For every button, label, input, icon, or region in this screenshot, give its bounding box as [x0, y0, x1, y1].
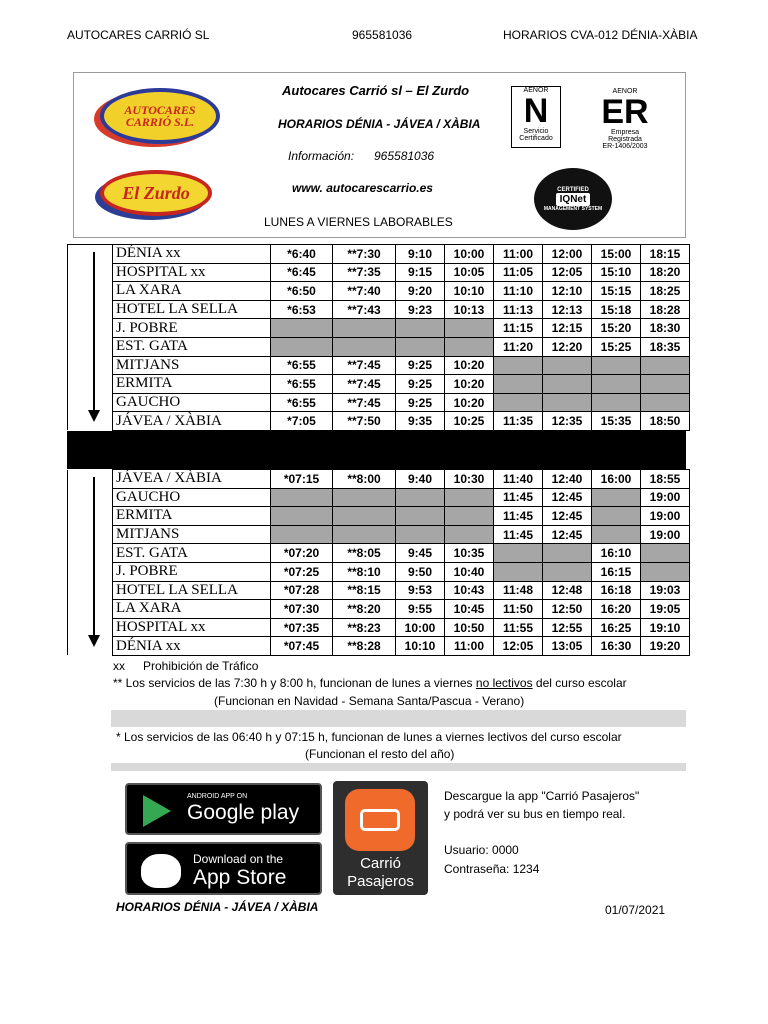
arrow-cell [68, 562, 113, 581]
departure-time: 15:35 [592, 412, 641, 431]
cert-iqnet-caption: MANAGEMENT SYSTEM [543, 205, 603, 212]
departure-time: *07:25 [271, 562, 333, 581]
departure-time: 11:45 [494, 525, 543, 544]
header-box [73, 72, 686, 238]
departure-time: 9:23 [396, 300, 445, 319]
stop-name: ERMITA [113, 507, 271, 526]
route-title: HORARIOS DÉNIA - JÁVEA / XÀBIA [278, 117, 481, 131]
no-service-cell [641, 544, 690, 563]
departure-time: 11:10 [494, 282, 543, 301]
no-service-cell [592, 525, 641, 544]
departure-time: 16:30 [592, 637, 641, 656]
down-arrow-icon [88, 410, 100, 422]
departure-time: 12:45 [543, 488, 592, 507]
departure-time: 16:15 [592, 562, 641, 581]
app-password: Contraseña: 1234 [444, 862, 540, 876]
arrow-cell [68, 525, 113, 544]
info-label: Información: [288, 149, 355, 163]
app-store-small-label: Download on the [193, 852, 284, 866]
stop-name: MITJANS [113, 525, 271, 544]
departure-time: 9:25 [396, 356, 445, 375]
departure-time: 11:35 [494, 412, 543, 431]
note-double-star-suffix: del curso escolar [532, 676, 627, 690]
stop-name: JÁVEA / XÀBIA [113, 412, 271, 431]
timetable-row [68, 637, 690, 656]
departure-time: 10:13 [445, 300, 494, 319]
no-service-cell [641, 562, 690, 581]
departure-time: 11:48 [494, 581, 543, 600]
departure-time: **7:40 [333, 282, 396, 301]
cert-er-code: ER-1406/2003 [602, 143, 648, 150]
timetable-row [68, 600, 690, 619]
no-service-cell [396, 507, 445, 526]
arrow-cell [68, 581, 113, 600]
header-phone: 965581036 [352, 28, 413, 42]
timetable-row [68, 562, 690, 581]
stop-name: DÉNIA xx [113, 245, 271, 264]
stop-name: GAUCHO [113, 393, 271, 412]
timetable-row [68, 245, 690, 264]
departure-time: 12:15 [543, 319, 592, 338]
departure-time: 10:00 [396, 618, 445, 637]
arrow-cell [68, 245, 113, 264]
footer-title: HORARIOS DÉNIA - JÁVEA / XÀBIA [116, 900, 319, 914]
departure-time: 10:20 [445, 393, 494, 412]
departure-time: 11:45 [494, 488, 543, 507]
legend-xx-symbol: xx [113, 659, 125, 673]
departure-time: *07:28 [271, 581, 333, 600]
note-double-star [113, 676, 627, 690]
no-service-cell [396, 525, 445, 544]
departure-time: 12:10 [543, 282, 592, 301]
stop-name: HOTEL LA SELLA [113, 300, 271, 319]
departure-time: 12:05 [494, 637, 543, 656]
departure-time: **7:43 [333, 300, 396, 319]
departure-time: *6:50 [271, 282, 333, 301]
no-service-cell [592, 375, 641, 394]
no-service-cell [494, 356, 543, 375]
stop-name: HOTEL LA SELLA [113, 581, 271, 600]
departure-time: **8:15 [333, 581, 396, 600]
no-service-cell [271, 337, 333, 356]
timetable-row [68, 581, 690, 600]
departure-time: 11:45 [494, 507, 543, 526]
gray-separator [111, 710, 686, 727]
iqnet-certificate-icon [534, 168, 612, 230]
cert-er-mark: ER [601, 93, 649, 131]
app-store-label: App Store [193, 866, 287, 889]
google-play-button[interactable] [125, 783, 322, 835]
departure-time: 9:20 [396, 282, 445, 301]
departure-time: 19:00 [641, 507, 690, 526]
google-play-label: Google play [187, 801, 300, 824]
app-description-1: Descargue la app "Carrió Pasajeros" [444, 789, 640, 803]
cert-iqnet-mark: IQNet [556, 193, 591, 206]
no-service-cell [494, 562, 543, 581]
app-store-button[interactable] [125, 842, 322, 895]
no-service-cell [494, 393, 543, 412]
departure-time: **7:35 [333, 263, 396, 282]
arrow-cell [68, 470, 113, 489]
no-service-cell [333, 488, 396, 507]
departure-time: 13:05 [543, 637, 592, 656]
down-arrow-icon [88, 635, 100, 647]
departure-time: 12:45 [543, 507, 592, 526]
bus-icon [345, 789, 415, 851]
note-single-star-sub: (Funcionan el resto del año) [305, 747, 455, 761]
no-service-cell [641, 393, 690, 412]
departure-time: 12:05 [543, 263, 592, 282]
timetable-row [68, 282, 690, 301]
departure-time: *6:55 [271, 393, 333, 412]
header-title: HORARIOS CVA-012 DÉNIA-XÀBIA [503, 28, 698, 42]
no-service-cell [396, 337, 445, 356]
section-divider [67, 431, 686, 469]
no-service-cell [271, 319, 333, 338]
departure-time: 19:03 [641, 581, 690, 600]
departure-time: 10:10 [445, 282, 494, 301]
departure-time: 16:20 [592, 600, 641, 619]
aenor-n-certificate-icon [511, 86, 561, 148]
stop-name: JÁVEA / XÀBIA [113, 470, 271, 489]
no-service-cell [445, 507, 494, 526]
departure-time: 9:40 [396, 470, 445, 489]
arrow-cell [68, 300, 113, 319]
arrow-cell [68, 319, 113, 338]
arrow-cell [68, 356, 113, 375]
departure-time: *07:30 [271, 600, 333, 619]
no-service-cell [333, 525, 396, 544]
no-service-cell [271, 488, 333, 507]
departure-time: 16:25 [592, 618, 641, 637]
departure-time: 12:45 [543, 525, 592, 544]
departure-time: 15:25 [592, 337, 641, 356]
timetable-row [68, 618, 690, 637]
departure-time: 9:55 [396, 600, 445, 619]
no-service-cell [271, 507, 333, 526]
timetable-row [68, 393, 690, 412]
departure-time: 10:30 [445, 470, 494, 489]
no-service-cell [641, 375, 690, 394]
departure-time: 18:55 [641, 470, 690, 489]
app-icon-label-1: Carrió [360, 855, 401, 872]
departure-time: 11:40 [494, 470, 543, 489]
no-service-cell [445, 488, 494, 507]
departure-time: 10:45 [445, 600, 494, 619]
cert-n-top: AENOR [523, 87, 549, 94]
stop-name: DÉNIA xx [113, 637, 271, 656]
no-service-cell [543, 393, 592, 412]
departure-time: *6:53 [271, 300, 333, 319]
departure-time: **8:05 [333, 544, 396, 563]
timetable-row [68, 470, 690, 489]
timetable-row [68, 525, 690, 544]
cert-iqnet-top: CERTIFIED [557, 186, 589, 193]
cert-er-top: AENOR [612, 88, 638, 95]
departure-time: 9:45 [396, 544, 445, 563]
departure-time: 9:35 [396, 412, 445, 431]
departure-time: 15:20 [592, 319, 641, 338]
no-service-cell [543, 356, 592, 375]
departure-time: *7:05 [271, 412, 333, 431]
departure-time: *6:45 [271, 263, 333, 282]
departure-time: **8:10 [333, 562, 396, 581]
outbound-timetable [67, 244, 690, 431]
outbound-direction-line [93, 252, 95, 410]
departure-time: 9:50 [396, 562, 445, 581]
no-service-cell [445, 319, 494, 338]
departure-time: 10:20 [445, 356, 494, 375]
departure-time: 19:20 [641, 637, 690, 656]
departure-time: *07:20 [271, 544, 333, 563]
departure-time: 10:35 [445, 544, 494, 563]
arrow-cell [68, 600, 113, 619]
departure-time: 19:05 [641, 600, 690, 619]
departure-time: **7:50 [333, 412, 396, 431]
stop-name: LA XARA [113, 600, 271, 619]
departure-time: 12:13 [543, 300, 592, 319]
note-single-star: * Los servicios de las 06:40 h y 07:15 h, funcionan de lunes a viernes lectivos del curso escolar [116, 730, 622, 744]
departure-time: 15:00 [592, 245, 641, 264]
departure-time: **8:28 [333, 637, 396, 656]
timetable-row [68, 319, 690, 338]
timetable-row [68, 356, 690, 375]
departure-time: 16:18 [592, 581, 641, 600]
departure-time: *07:15 [271, 470, 333, 489]
departure-time: **8:20 [333, 600, 396, 619]
departure-time: 12:50 [543, 600, 592, 619]
no-service-cell [445, 525, 494, 544]
cert-n-mark: N [523, 92, 549, 130]
stop-name: HOSPITAL xx [113, 263, 271, 282]
departure-time: **7:45 [333, 393, 396, 412]
el-zurdo-logo-text: El Zurdo [122, 182, 190, 203]
departure-time: 11:55 [494, 618, 543, 637]
no-service-cell [592, 393, 641, 412]
departure-time: 11:15 [494, 319, 543, 338]
departure-time: *6:55 [271, 356, 333, 375]
departure-time: 9:25 [396, 375, 445, 394]
departure-time: **7:45 [333, 356, 396, 375]
no-service-cell [333, 507, 396, 526]
arrow-cell [68, 544, 113, 563]
timetable-row [68, 337, 690, 356]
stop-name: HOSPITAL xx [113, 618, 271, 637]
departure-time: 12:55 [543, 618, 592, 637]
departure-time: 12:35 [543, 412, 592, 431]
app-icon-label-2: Pasajeros [347, 873, 414, 890]
no-service-cell [543, 562, 592, 581]
no-service-cell [494, 544, 543, 563]
stop-name: GAUCHO [113, 488, 271, 507]
departure-time: 10:40 [445, 562, 494, 581]
company-name: Autocares Carrió sl – El Zurdo [282, 83, 470, 98]
departure-time: 11:05 [494, 263, 543, 282]
no-service-cell [271, 525, 333, 544]
app-username: Usuario: 0000 [444, 843, 519, 857]
note-double-star-underlined: no lectivos [475, 676, 533, 690]
stop-name: MITJANS [113, 356, 271, 375]
gray-separator [111, 763, 686, 771]
departure-time: *6:55 [271, 375, 333, 394]
stop-name: EST. GATA [113, 337, 271, 356]
departure-time: 10:00 [445, 245, 494, 264]
departure-time: 12:48 [543, 581, 592, 600]
header-company: AUTOCARES CARRIÓ SL [67, 28, 210, 42]
timetable-row [68, 507, 690, 526]
arrow-cell [68, 507, 113, 526]
website-link[interactable]: www. autocarescarrio.es [292, 181, 433, 195]
departure-time: 16:10 [592, 544, 641, 563]
apple-icon [141, 854, 181, 888]
arrow-cell [68, 375, 113, 394]
departure-time: *6:40 [271, 245, 333, 264]
google-play-icon [143, 795, 171, 827]
departure-time: 15:18 [592, 300, 641, 319]
carrio-pasajeros-app-icon[interactable] [333, 781, 428, 895]
footer-date: 01/07/2021 [605, 903, 666, 917]
departure-time: 12:40 [543, 470, 592, 489]
aenor-er-certificate-icon [601, 88, 649, 150]
el-zurdo-logo [100, 170, 212, 216]
departure-time: 11:13 [494, 300, 543, 319]
departure-time: 12:00 [543, 245, 592, 264]
return-direction-line [93, 477, 95, 635]
timetable-row [68, 544, 690, 563]
legend-xx-text: Prohibición de Tráfico [143, 659, 259, 673]
departure-time: 16:00 [592, 470, 641, 489]
timetable-row [68, 300, 690, 319]
stop-name: J. POBRE [113, 319, 271, 338]
departure-time: 18:28 [641, 300, 690, 319]
departure-time: 18:25 [641, 282, 690, 301]
note-double-star-prefix: ** Los servicios de las 7:30 h y 8:00 h, funcionan de lunes a viernes [113, 676, 476, 690]
stop-name: EST. GATA [113, 544, 271, 563]
cert-n-caption: Servicio Certificado [519, 128, 553, 142]
departure-time: 9:10 [396, 245, 445, 264]
no-service-cell [494, 375, 543, 394]
departure-time: 19:10 [641, 618, 690, 637]
stop-name: LA XARA [113, 282, 271, 301]
departure-time: 18:50 [641, 412, 690, 431]
no-service-cell [333, 337, 396, 356]
no-service-cell [445, 337, 494, 356]
departure-time: 10:50 [445, 618, 494, 637]
departure-time: *07:45 [271, 637, 333, 656]
arrow-cell [68, 337, 113, 356]
arrow-cell [68, 488, 113, 507]
departure-time: 10:43 [445, 581, 494, 600]
departure-time: 15:10 [592, 263, 641, 282]
departure-time: 11:00 [494, 245, 543, 264]
return-timetable [67, 469, 690, 656]
no-service-cell [641, 356, 690, 375]
departure-time: 9:15 [396, 263, 445, 282]
timetable-row [68, 488, 690, 507]
timetable-row [68, 263, 690, 282]
no-service-cell [396, 488, 445, 507]
no-service-cell [333, 319, 396, 338]
timetable-row [68, 375, 690, 394]
no-service-cell [592, 356, 641, 375]
departure-time: 11:00 [445, 637, 494, 656]
departure-time: **8:23 [333, 618, 396, 637]
departure-time: 15:15 [592, 282, 641, 301]
app-description-2: y podrá ver su bus en tiempo real. [444, 807, 626, 821]
service-days: LUNES A VIERNES LABORABLES [264, 215, 453, 229]
cert-er-caption: Empresa Registrada [608, 129, 642, 143]
departure-time: 9:25 [396, 393, 445, 412]
departure-time: 11:50 [494, 600, 543, 619]
departure-time: 10:05 [445, 263, 494, 282]
departure-time: 10:25 [445, 412, 494, 431]
departure-time: 19:00 [641, 488, 690, 507]
stop-name: J. POBRE [113, 562, 271, 581]
info-phone: 965581036 [374, 149, 435, 163]
departure-time: *07:35 [271, 618, 333, 637]
departure-time: **7:45 [333, 375, 396, 394]
departure-time: **7:30 [333, 245, 396, 264]
departure-time: 10:10 [396, 637, 445, 656]
departure-time: 18:30 [641, 319, 690, 338]
no-service-cell [543, 375, 592, 394]
no-service-cell [592, 488, 641, 507]
departure-time: 12:20 [543, 337, 592, 356]
departure-time: 18:35 [641, 337, 690, 356]
no-service-cell [543, 544, 592, 563]
departure-time: 19:00 [641, 525, 690, 544]
departure-time: 18:15 [641, 245, 690, 264]
departure-time: 9:53 [396, 581, 445, 600]
stop-name: ERMITA [113, 375, 271, 394]
departure-time: 11:20 [494, 337, 543, 356]
timetable-row [68, 412, 690, 431]
autocares-logo-text: AUTOCARES CARRIÓ S.L. [124, 103, 196, 129]
autocares-logo [100, 88, 220, 144]
no-service-cell [592, 507, 641, 526]
arrow-cell [68, 263, 113, 282]
note-double-star-sub: (Funcionan en Navidad - Semana Santa/Pascua - Verano) [214, 694, 525, 708]
arrow-cell [68, 282, 113, 301]
departure-time: **8:00 [333, 470, 396, 489]
departure-time: 10:20 [445, 375, 494, 394]
departure-time: 18:20 [641, 263, 690, 282]
no-service-cell [396, 319, 445, 338]
google-play-small-label: ANDROID APP ON [187, 793, 248, 800]
